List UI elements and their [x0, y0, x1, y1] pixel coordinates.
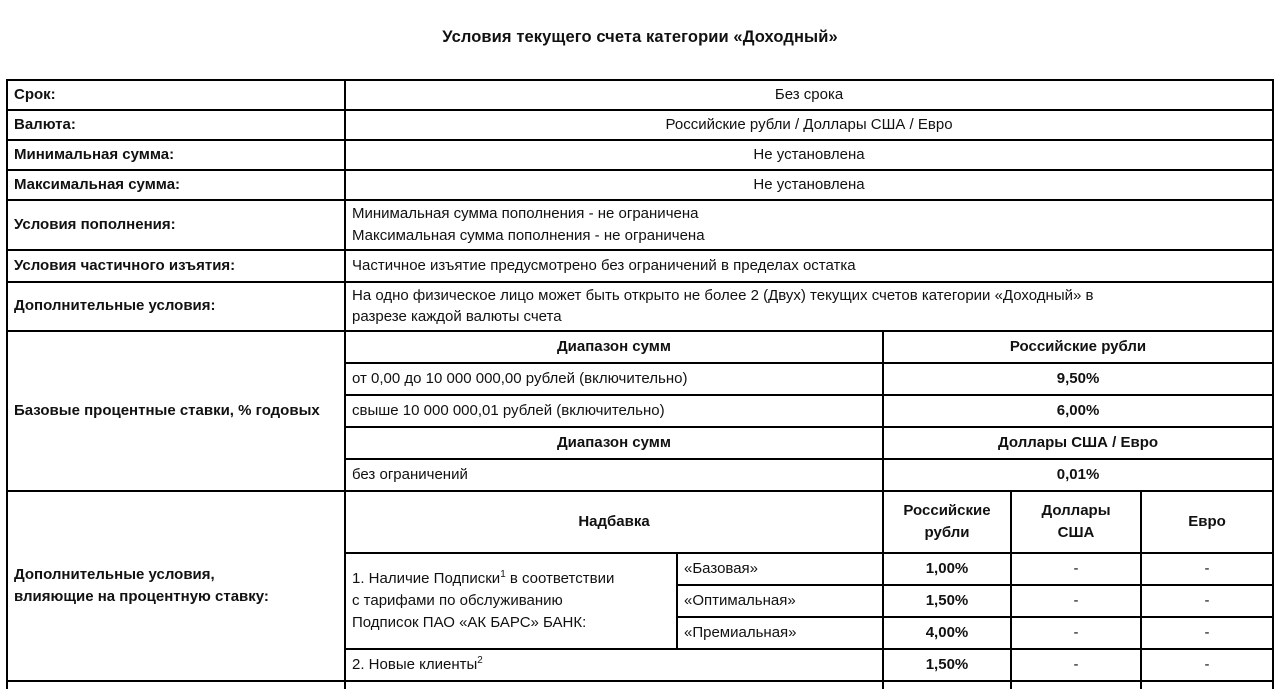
row-value-additional [345, 282, 1273, 332]
trailing-eur-cell [1141, 681, 1273, 689]
header-rub-line-2: рубли [924, 524, 970, 541]
subscription-tier-eur-premium: - [1141, 617, 1273, 649]
table-row-min-amount [7, 140, 1273, 170]
subscription-description [345, 553, 677, 649]
row-value-topup [345, 200, 1273, 250]
base-rate-value-fx-1: 0,01% [883, 459, 1273, 491]
row-value-currency: Российские рубли / Доллары США / Евро [345, 110, 1273, 140]
table-row-term [7, 80, 1273, 110]
base-rates-range-header-rub: Диапазон сумм [345, 331, 883, 363]
row-label-base-rates: Базовые процентные ставки, % годовых [7, 331, 345, 491]
row-value-max-amount: Не установлена [345, 170, 1273, 200]
base-rates-range-header-fx: Диапазон сумм [345, 427, 883, 459]
subscription-tier-rub-optimal: 1,50% [883, 585, 1011, 617]
subscription-tier-usd-premium: - [1011, 617, 1141, 649]
base-rate-range-rub-1: от 0,00 до 10 000 000,00 рублей (включительно) [345, 363, 883, 395]
header-usd-line-2: США [1057, 524, 1095, 541]
rate-modifiers-header-usd [1011, 491, 1141, 553]
table-row-withdrawal [7, 250, 1273, 282]
subscription-desc-line-3: Подписок ПАО «АК БАРС» БАНК: [352, 613, 587, 631]
base-rate-range-fx-1: без ограничений [345, 459, 883, 491]
subscription-desc-line-1-post: в соответствии [505, 570, 615, 588]
row-value-min-amount: Не установлена [345, 140, 1273, 170]
additional-line-1: На одно физическое лицо может быть открыто не более 2 (Двух) текущих счетов категории «Доходный» в [352, 286, 1094, 304]
subscription-desc-line-2: с тарифами по обслуживанию [352, 592, 563, 610]
table-row-trailing-empty [7, 681, 1273, 689]
table-row-max-amount [7, 170, 1273, 200]
new-clients-rub: 1,50% [883, 649, 1011, 681]
table-row-currency [7, 110, 1273, 140]
subscription-tier-rub-basic: 1,00% [883, 553, 1011, 585]
row-label-currency: Валюта: [7, 110, 345, 140]
rate-modifiers-label-line-1: Дополнительные условия, [14, 566, 215, 584]
conditions-table-container [6, 79, 1274, 689]
subscription-desc-line-1 [352, 568, 670, 590]
table-row-base-rates-header-rub [7, 331, 1273, 363]
header-rub-line-1: Российские [903, 502, 991, 520]
row-value-withdrawal: Частичное изъятие предусмотрено без ограничений в пределах остатка [345, 250, 1273, 282]
table-row-additional [7, 282, 1273, 332]
base-rates-currency-header-fx: Доллары США / Евро [883, 427, 1273, 459]
row-value-term: Без срока [345, 80, 1273, 110]
row-label-rate-modifiers [7, 491, 345, 681]
new-clients-usd: - [1011, 649, 1141, 681]
trailing-rub-cell [883, 681, 1011, 689]
subscription-tier-name-premium: «Премиальная» [677, 617, 883, 649]
topup-line-1: Минимальная сумма пополнения - не ограничена [352, 205, 699, 222]
footnote-marker-2: 2 [477, 655, 483, 667]
subscription-tier-usd-basic: - [1011, 553, 1141, 585]
subscription-desc-line-1-pre: 1. Наличие Подписки [352, 570, 501, 588]
subscription-tier-usd-optimal: - [1011, 585, 1141, 617]
header-usd-line-1: Доллары [1041, 502, 1111, 520]
trailing-usd-cell [1011, 681, 1141, 689]
table-row-topup [7, 200, 1273, 250]
row-label-term: Срок: [7, 80, 345, 110]
row-label-topup: Условия пополнения: [7, 200, 345, 250]
rate-modifiers-header-rub [883, 491, 1011, 553]
base-rate-value-rub-1: 9,50% [883, 363, 1273, 395]
subscription-tier-rub-premium: 4,00% [883, 617, 1011, 649]
subscription-tier-name-optimal: «Оптимальная» [677, 585, 883, 617]
rate-modifiers-label-line-2: влияющие на процентную ставку: [14, 588, 269, 605]
base-rate-value-rub-2: 6,00% [883, 395, 1273, 427]
rate-modifiers-header-eur: Евро [1141, 491, 1273, 553]
new-clients-desc-text: 2. Новые клиенты [352, 656, 478, 674]
page-title: Условия текущего счета категории «Доходный» [442, 28, 838, 46]
table-row-rate-modifiers-header [7, 491, 1273, 553]
row-label-withdrawal: Условия частичного изъятия: [7, 250, 345, 282]
trailing-bonus-cell [345, 681, 883, 689]
row-label-additional: Дополнительные условия: [7, 282, 345, 332]
rate-modifiers-header-bonus: Надбавка [345, 491, 883, 553]
subscription-tier-eur-basic: - [1141, 553, 1273, 585]
subscription-tier-eur-optimal: - [1141, 585, 1273, 617]
base-rate-range-rub-2: свыше 10 000 000,01 рублей (включительно) [345, 395, 883, 427]
additional-line-2: разрезе каждой валюты счета [352, 308, 562, 326]
base-rates-currency-header-rub: Российские рубли [883, 331, 1273, 363]
trailing-label-cell [7, 681, 345, 689]
topup-line-2: Максимальная сумма пополнения - не ограничена [352, 226, 705, 244]
footnote-marker-1: 1 [500, 569, 506, 581]
row-label-max-amount: Максимальная сумма: [7, 170, 345, 200]
subscription-tier-name-basic: «Базовая» [677, 553, 883, 585]
new-clients-eur: - [1141, 649, 1273, 681]
new-clients-description [345, 649, 883, 681]
conditions-table [6, 79, 1274, 689]
row-label-min-amount: Минимальная сумма: [7, 140, 345, 170]
